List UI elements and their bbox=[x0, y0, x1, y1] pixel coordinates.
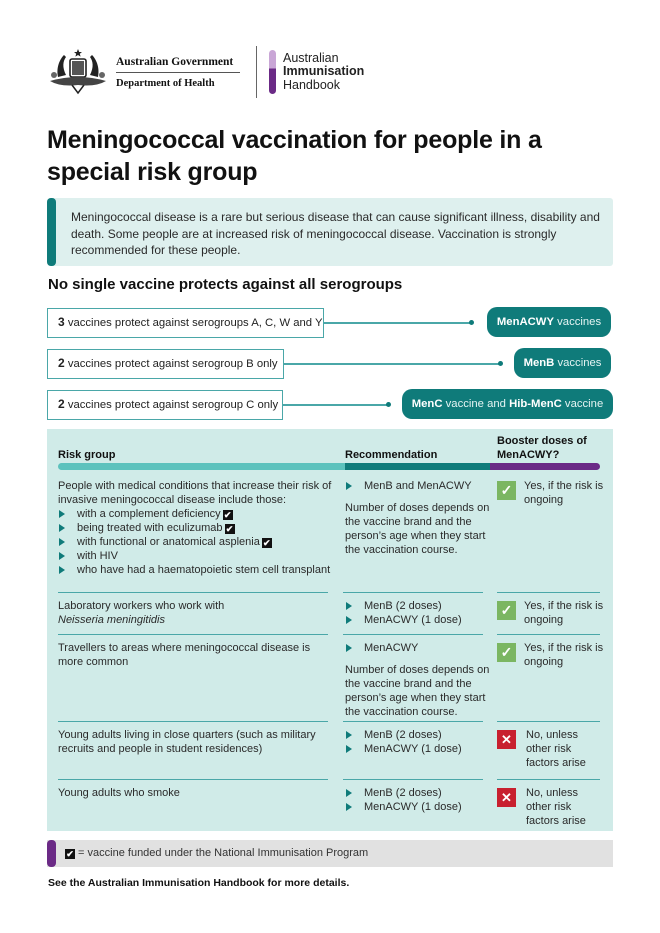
funded-tick-icon: ✔ bbox=[223, 510, 232, 520]
handbook-line3: Handbook bbox=[283, 77, 340, 92]
funded-tick-icon: ✔ bbox=[66, 849, 74, 859]
booster-text: Yes, if the risk is ongoing bbox=[524, 642, 604, 668]
rec-item: MenB (2 doses) bbox=[345, 786, 490, 800]
row-divider bbox=[58, 592, 328, 593]
page-title: Meningococcal vaccination for people in a special risk group bbox=[47, 126, 542, 186]
booster-header-bar bbox=[490, 463, 600, 470]
risk-cell-close-quarters: Young adults living in close quarters (such as military recruits and people in student residences) bbox=[58, 729, 316, 755]
row-divider bbox=[58, 721, 328, 722]
connector-line bbox=[284, 363, 500, 365]
risk-header-bar bbox=[58, 463, 348, 470]
serogroup-row-b bbox=[47, 349, 613, 379]
rec-item: MenACWY (1 dose) bbox=[345, 800, 490, 814]
risk-text: Laboratory workers who work with bbox=[58, 600, 225, 612]
rec-cell bbox=[345, 599, 490, 627]
header-recommendation: Recommendation bbox=[345, 449, 438, 461]
funding-legend bbox=[47, 840, 613, 867]
legend-accent-bar bbox=[47, 840, 56, 867]
booster-text: Yes, if the risk is ongoing bbox=[524, 600, 604, 626]
vaccine-pill: MenACWY vaccines bbox=[487, 307, 611, 337]
legend-text: = vaccine funded under the National Immunisation Program bbox=[75, 847, 369, 859]
organism-name: Neisseria meningitidis bbox=[58, 614, 165, 626]
condition-list bbox=[58, 507, 338, 577]
booster-text: No, unless other risk factors arise bbox=[526, 729, 586, 769]
serogroup-row-acwy bbox=[47, 308, 613, 338]
funded-tick-icon: ✔ bbox=[263, 538, 271, 548]
handbook-logo bbox=[269, 50, 364, 94]
yes-check-icon: ✓ bbox=[497, 601, 516, 620]
vaccine-pill: MenC vaccine and Hib-MenC vaccine bbox=[402, 389, 613, 419]
rec-item: MenACWY bbox=[345, 641, 490, 655]
rec-header-bar bbox=[345, 463, 500, 470]
row-divider bbox=[343, 721, 483, 722]
list-item: with HIV bbox=[58, 549, 338, 563]
rec-item: MenACWY (1 dose) bbox=[345, 613, 490, 627]
handbook-bar-icon bbox=[269, 50, 276, 94]
row-divider bbox=[497, 721, 600, 722]
rec-item: MenB (2 doses) bbox=[345, 599, 490, 613]
no-cross-icon: ✕ bbox=[497, 788, 516, 807]
yes-check-icon: ✓ bbox=[497, 481, 516, 500]
logo-divider bbox=[256, 46, 257, 98]
row-divider bbox=[58, 634, 328, 635]
intro-text: Meningococcal disease is a rare but serious disease that can cause significant illness, disability and death. Some people are at increased risk of meningococcal disease. Vaccination is strongly recommended for these people. bbox=[71, 210, 600, 257]
rec-cell bbox=[345, 728, 490, 756]
row-divider bbox=[343, 634, 483, 635]
booster-text: Yes, if the risk is ongoing bbox=[524, 480, 604, 506]
header-booster: Booster doses of MenACWY? bbox=[497, 435, 587, 461]
gov-name: Australian Government bbox=[116, 56, 240, 73]
connector-dot bbox=[498, 361, 503, 366]
yes-check-icon: ✓ bbox=[497, 643, 516, 662]
vaccine-pill: MenB vaccines bbox=[514, 348, 611, 378]
serogroup-box: 2 vaccines protect against serogroup B only bbox=[47, 349, 284, 379]
connector-line bbox=[324, 322, 472, 324]
footer-note: See the Australian Immunisation Handbook for more details. bbox=[48, 877, 350, 889]
coat-of-arms-icon bbox=[46, 47, 110, 97]
row-divider bbox=[497, 592, 600, 593]
serogroup-box: 3 vaccines protect against serogroups A, C, W and Y bbox=[47, 308, 324, 338]
header-logos bbox=[46, 44, 364, 100]
header-risk-group: Risk group bbox=[58, 449, 116, 461]
list-item: with functional or anatomical asplenia ✔ bbox=[58, 535, 338, 549]
row-divider bbox=[343, 779, 483, 780]
rec-note: Number of doses depends on the vaccine brand and the person’s age when they start the vaccination course. bbox=[345, 502, 490, 556]
intro-box bbox=[47, 198, 613, 266]
connector-line bbox=[283, 404, 387, 406]
intro-accent-bar bbox=[47, 198, 56, 266]
funded-tick-icon: ✔ bbox=[225, 524, 234, 534]
department-name: Department of Health bbox=[116, 77, 215, 89]
rec-item: MenB (2 doses) bbox=[345, 728, 490, 742]
row-divider bbox=[497, 634, 600, 635]
list-item: being treated with eculizumab ✔ bbox=[58, 521, 338, 535]
rec-cell bbox=[345, 786, 490, 814]
no-cross-icon: ✕ bbox=[497, 730, 516, 749]
government-wordmark bbox=[116, 56, 240, 89]
handbook-line2: Immunisation bbox=[283, 64, 365, 79]
risk-cell-smokers: Young adults who smoke bbox=[58, 787, 180, 799]
connector-dot bbox=[469, 320, 474, 325]
row-divider bbox=[58, 779, 328, 780]
rec-cell bbox=[345, 479, 490, 557]
risk-cell-medical bbox=[58, 479, 338, 577]
rec-note: Number of doses depends on the vaccine brand and the person’s age when they start the vaccination course. bbox=[345, 664, 490, 718]
row-divider bbox=[497, 779, 600, 780]
serogroup-row-c bbox=[47, 390, 613, 420]
risk-intro: People with medical conditions that increase their risk of invasive meningococcal disease include those: bbox=[58, 480, 332, 506]
rec-cell bbox=[345, 641, 490, 719]
serogroup-box: 2 vaccines protect against serogroup C only bbox=[47, 390, 283, 420]
serogroup-heading: No single vaccine protects against all serogroups bbox=[48, 276, 403, 293]
risk-cell-lab-workers bbox=[58, 599, 328, 627]
rec-item: MenB and MenACWY bbox=[345, 479, 490, 493]
booster-text: No, unless other risk factors arise bbox=[526, 787, 586, 827]
legend-content bbox=[65, 847, 368, 859]
handbook-line1: Australian bbox=[283, 50, 339, 65]
risk-cell-travellers: Travellers to areas where meningococcal disease is more common bbox=[58, 642, 311, 668]
list-item: who have had a haematopoietic stem cell transplant bbox=[58, 563, 338, 577]
list-item: with a complement deficiency ✔ bbox=[58, 507, 338, 521]
rec-item: MenACWY (1 dose) bbox=[345, 742, 490, 756]
row-divider bbox=[343, 592, 483, 593]
connector-dot bbox=[386, 402, 391, 407]
